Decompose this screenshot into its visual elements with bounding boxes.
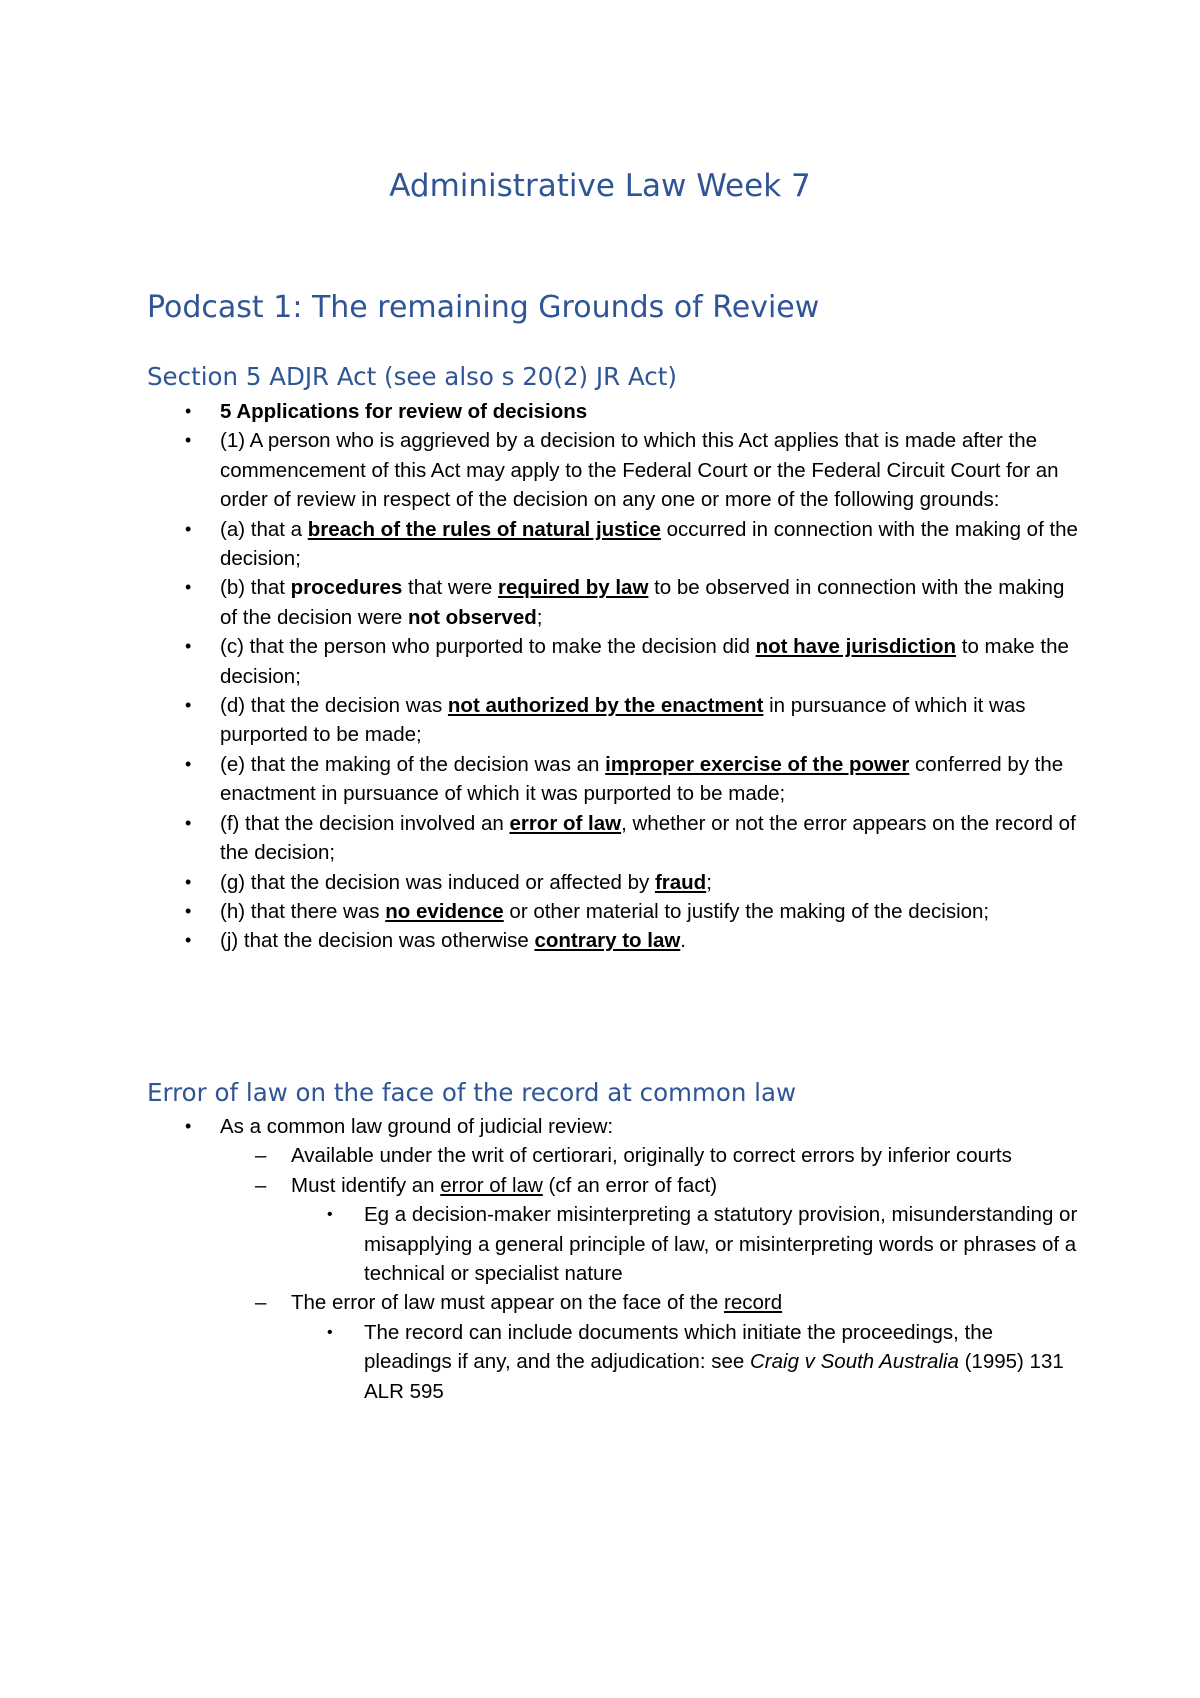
key-term: error of law xyxy=(440,1173,543,1197)
list-item: • The record can include documents which initiate the proceedings, the pleadings if any, and the adjudication: see Craig v South Australia (1995) 131 ALR 595 xyxy=(327,1318,1085,1406)
list-item: • (1) A person who is aggrieved by a decision to which this Act applies that is made after the commencement of this Act may apply to the Federal Court or the Federal Circuit Court for an order of review in respect of the decision on any one or more of the following grounds: xyxy=(185,426,1085,514)
sub-sub-list xyxy=(327,1200,1085,1288)
key-term: improper exercise of the power xyxy=(605,752,910,776)
list-item: • As a common law ground of judicial review: – Available under the writ of certiorari, originally to correct errors by inferior courts – Must identify an error of law (cf an error of fact) • Eg a decision-maker misinterpreting a statutory provision, misunderstanding or misapplying a general principle of law, or misinterpreting words or phrases of a technical or specialist nature – The error of law must appear on the face of the record • The record can include documents which initiate the proceedings, the pleadings if any, and the adjudication: see Craig v South Australia (1995) 131 ALR 595 xyxy=(185,1112,1085,1406)
ground-j: • (j) that the decision was otherwise contrary to law. xyxy=(185,926,1085,955)
podcast-heading: Podcast 1: The remaining Grounds of Review xyxy=(147,290,820,325)
sub-list xyxy=(255,1141,1085,1406)
list-item: – Available under the writ of certiorari, originally to correct errors by inferior courts xyxy=(255,1141,1085,1170)
ground-g: • (g) that the decision was induced or affected by fraud; xyxy=(185,868,1085,897)
key-term: not have jurisdiction xyxy=(755,635,957,659)
case-name: Craig v South Australia xyxy=(749,1350,959,1374)
error-of-law-list xyxy=(185,1112,1085,1406)
list-item: • Eg a decision-maker misinterpreting a statutory provision, misunderstanding or misapplying a general principle of law, or misinterpreting words or phrases of a technical or specialist nature xyxy=(327,1200,1085,1288)
ground-h: • (h) that there was no evidence or other material to justify the making of the decision; xyxy=(185,897,1085,926)
key-term: breach of the rules of natural justice xyxy=(307,517,661,541)
key-term: no evidence xyxy=(385,899,504,923)
key-term: not authorized by the enactment xyxy=(447,694,764,718)
document-title: Administrative Law Week 7 xyxy=(389,168,811,204)
key-term: error of law xyxy=(509,811,622,835)
ground-b: • (b) that procedures that were required by law to be observed in connection with the making of the decision were not observed; xyxy=(185,573,1085,632)
list-item: – Must identify an error of law (cf an error of fact) • Eg a decision-maker misinterpreting a statutory provision, misunderstanding or misapplying a general principle of law, or misinterpreting words or phrases of a technical or specialist nature xyxy=(255,1171,1085,1289)
sub-sub-list xyxy=(327,1318,1085,1406)
ground-e: • (e) that the making of the decision was an improper exercise of the power conferred by the enactment in pursuance of which it was purported to be made; xyxy=(185,750,1085,809)
ground-c: • (c) that the person who purported to make the decision did not have jurisdiction to make the decision; xyxy=(185,632,1085,691)
key-term: fraud xyxy=(654,870,707,894)
key-term: contrary to law xyxy=(534,929,681,953)
adjr-grounds-list xyxy=(185,397,1085,956)
ground-a: • (a) that a breach of the rules of natural justice occurred in connection with the making of the decision; xyxy=(185,515,1085,574)
ground-f: • (f) that the decision involved an error of law, whether or not the error appears on the record of the decision; xyxy=(185,809,1085,868)
error-of-law-heading: Error of law on the face of the record at common law xyxy=(147,1078,797,1107)
key-term: required by law xyxy=(498,576,649,600)
ground-d: • (d) that the decision was not authorized by the enactment in pursuance of which it was purported to be made; xyxy=(185,691,1085,750)
section-5-heading: Section 5 ADJR Act (see also s 20(2) JR Act) xyxy=(147,362,677,391)
key-term: record xyxy=(724,1291,783,1315)
list-item: – The error of law must appear on the face of the record • The record can include documents which initiate the proceedings, the pleadings if any, and the adjudication: see Craig v South Australia (1995) 131 ALR 595 xyxy=(255,1288,1085,1406)
list-item: • 5 Applications for review of decisions xyxy=(185,397,1085,426)
